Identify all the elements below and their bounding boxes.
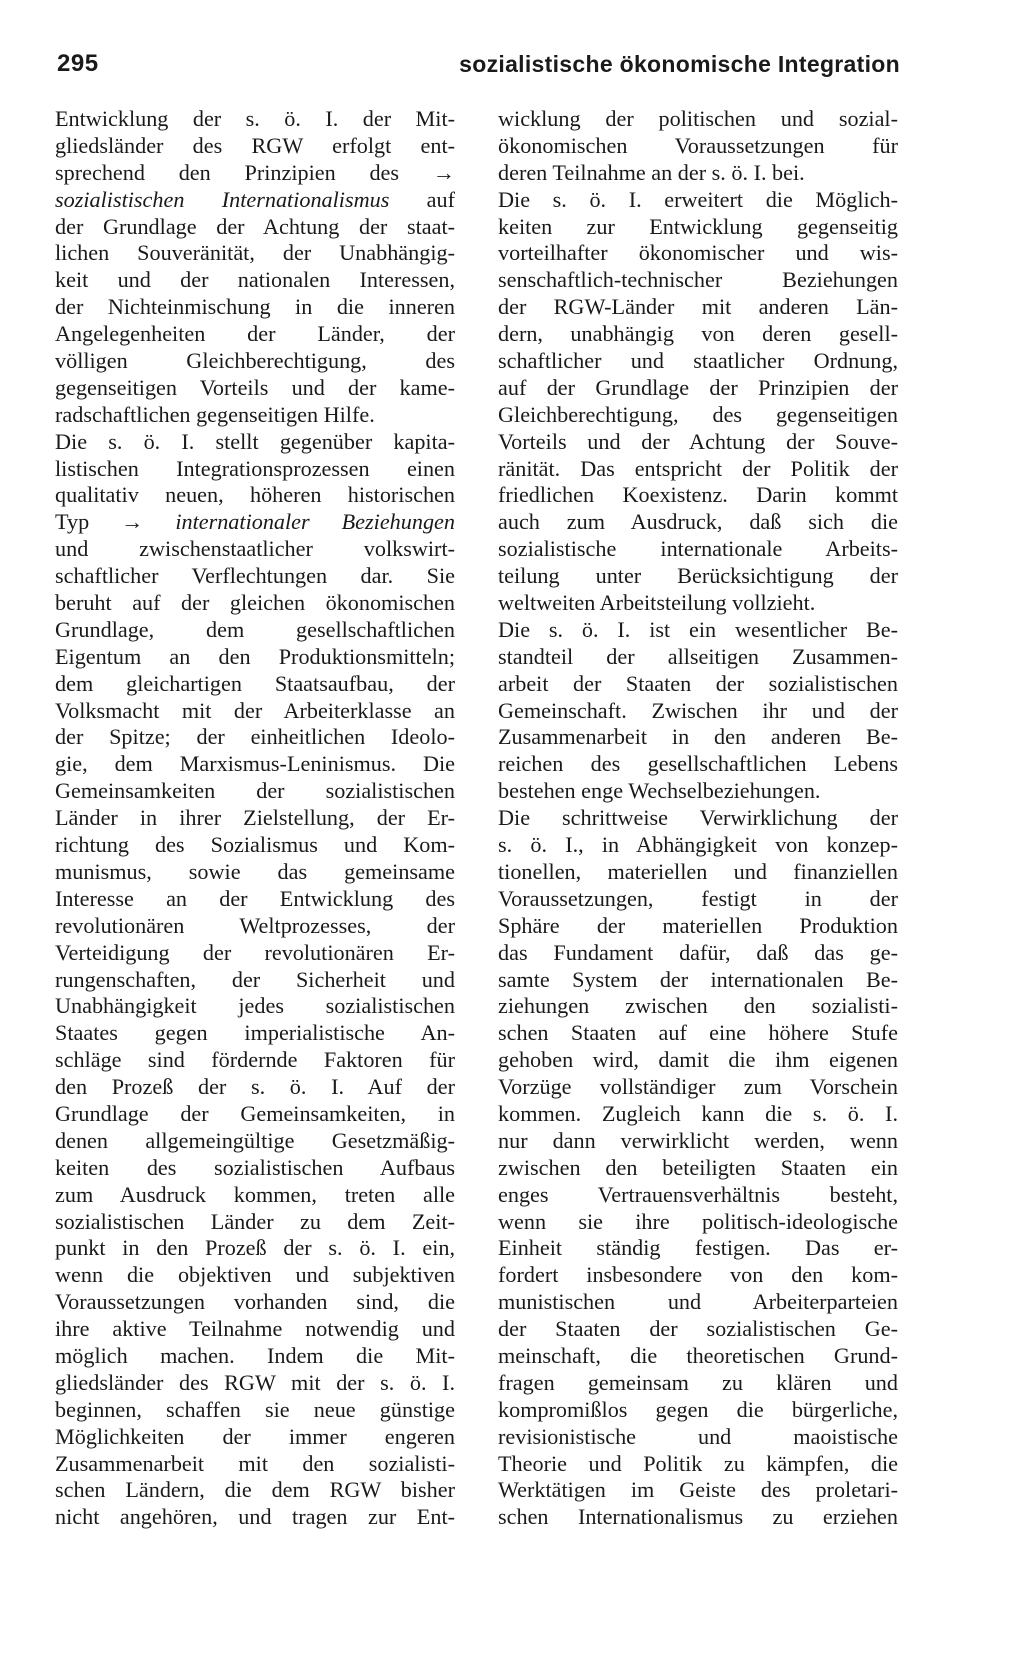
text-line — [55, 509, 455, 536]
line-text: reichen des gesellschaftlichen Lebens — [498, 751, 898, 777]
text-line — [498, 348, 898, 375]
text-line — [55, 698, 455, 725]
text-line — [498, 214, 898, 241]
text-line — [55, 886, 455, 913]
line-text: Verteidigung der revolutionären Er- — [55, 939, 455, 965]
line-text: Vorzüge vollständiger zum Vorschein — [498, 1074, 898, 1100]
text-line — [498, 724, 898, 751]
line-text: Angelegenheiten der Länder, der — [55, 321, 455, 347]
line-text: qualitativ neuen, höheren historischen — [55, 482, 455, 508]
text-line — [55, 859, 455, 886]
text-line — [498, 267, 898, 294]
line-text: Die schrittweise Verwirklichung der — [498, 805, 898, 831]
text-line — [498, 1397, 898, 1424]
line-text: Grundlage der Gemeinsamkeiten, in — [55, 1100, 455, 1126]
line-text: möglich machen. Indem die Mit- — [55, 1342, 455, 1368]
line-text: der Spitze; der einheitlichen Ideolo- — [55, 724, 455, 750]
text-line — [55, 1397, 455, 1424]
line-text: Unabhängigkeit jedes sozialistischen — [55, 993, 455, 1019]
line-text: Grundlage, dem gesellschaftlichen — [55, 616, 455, 642]
text-line — [498, 1155, 898, 1182]
line-text: schen Staaten auf eine höhere Stufe — [498, 1020, 898, 1046]
text-line — [55, 1451, 455, 1478]
line-text: ihre aktive Teilnahme notwendig und — [55, 1316, 455, 1342]
line-text: kommen. Zugleich kann die s. ö. I. — [498, 1100, 898, 1126]
text-line — [498, 429, 898, 456]
text-line — [55, 1504, 455, 1531]
text-line — [498, 644, 898, 671]
line-text: kompromißlos gegen die bürgerliche, — [498, 1396, 898, 1422]
line-text: Möglichkeiten der immer engeren — [55, 1423, 455, 1449]
text-line — [498, 751, 898, 778]
text-line — [55, 832, 455, 859]
line-text: beruht auf der gleichen ökonomischen — [55, 590, 455, 616]
text-line — [498, 240, 898, 267]
text-line — [498, 1424, 898, 1451]
line-text: gehoben wird, damit die ihm eigenen — [498, 1047, 898, 1073]
text-line — [55, 133, 455, 160]
text-line — [55, 348, 455, 375]
text-line — [498, 482, 898, 509]
line-text: Theorie und Politik zu kämpfen, die — [498, 1450, 898, 1476]
line-text: zum Ausdruck kommen, treten alle — [55, 1181, 455, 1207]
text-line — [55, 993, 455, 1020]
text-line — [498, 832, 898, 859]
line-text: wenn die objektiven und subjektiven — [55, 1262, 455, 1288]
text-line — [55, 967, 455, 994]
running-head: sozialistische ökonomische Integration — [459, 51, 900, 77]
text-line — [498, 1504, 898, 1531]
line-text: Eigentum an den Produktionsmitteln; — [55, 643, 455, 669]
line-text: gliedsländer des RGW erfolgt ent- — [55, 132, 455, 158]
line-text: weltweiten Arbeitsteilung vollzieht. — [498, 590, 816, 616]
text-line — [55, 429, 455, 456]
text-line — [55, 1343, 455, 1370]
line-text: vorteilhafter ökonomischer und wis- — [498, 240, 898, 266]
text-line — [498, 1182, 898, 1209]
text-line — [55, 1316, 455, 1343]
line-text: listischen Integrationsprozessen einen — [55, 455, 455, 481]
line-text: Vorteils und der Achtung der Souve- — [498, 428, 898, 454]
text-line — [498, 1020, 898, 1047]
text-line — [498, 671, 898, 698]
text-line — [55, 724, 455, 751]
line-text: Länder in ihrer Zielstellung, der Er- — [55, 805, 455, 831]
line-text: Die s. ö. I. ist ein wesentlicher Be- — [498, 616, 898, 642]
text-line — [498, 698, 898, 725]
line-text: tionellen, materiellen und finanziellen — [498, 858, 898, 884]
line-text: schen Internationalismus zu erziehen — [498, 1504, 898, 1530]
line-text: gegenseitigen Vorteils und der kame- — [55, 374, 455, 400]
line-text: Entwicklung der s. ö. I. der Mit- — [55, 106, 455, 131]
line-text: Gemeinsamkeiten der sozialistischen — [55, 778, 455, 804]
text-line — [498, 1316, 898, 1343]
text-line — [498, 187, 898, 214]
text-line — [55, 1020, 455, 1047]
text-line — [55, 671, 455, 698]
text-line — [55, 1182, 455, 1209]
line-text: Zusammenarbeit in den anderen Be- — [498, 724, 898, 750]
line-text: teilung unter Berücksichtigung der — [498, 563, 898, 589]
line-text: punkt in den Prozeß der s. ö. I. ein, — [55, 1235, 455, 1261]
text-line — [55, 294, 455, 321]
text-line — [55, 1477, 455, 1504]
text-line — [55, 590, 455, 617]
text-line — [55, 940, 455, 967]
text-line — [498, 106, 898, 133]
line-text: Volksmacht mit der Arbeiterklasse an — [55, 697, 455, 723]
line-text: schläge sind fördernde Faktoren für — [55, 1047, 455, 1073]
text-column-right — [498, 106, 898, 1531]
line-text: sprechend den Prinzipien des → — [55, 159, 455, 185]
line-text: Einheit ständig festigen. Das er- — [498, 1235, 898, 1261]
line-text: s. ö. I., in Abhängigkeit von konzep- — [498, 832, 898, 858]
italic-term: sozialistischen Internationalismus — [55, 186, 390, 212]
line-text: ziehungen zwischen den sozialisti- — [498, 993, 898, 1019]
line-text: auch zum Ausdruck, daß sich die — [498, 509, 898, 535]
line-text: Werktätigen im Geiste des proletari- — [498, 1477, 898, 1503]
line-text: meinschaft, die theoretischen Grund- — [498, 1342, 898, 1368]
text-line — [55, 456, 455, 483]
text-line — [55, 482, 455, 509]
line-text: der Grundlage der Achtung der staat- — [55, 213, 455, 239]
text-line — [55, 1209, 455, 1236]
text-line — [498, 967, 898, 994]
line-text: zwischen den beteiligten Staaten ein — [498, 1154, 898, 1180]
line-text: ökonomischen Voraussetzungen für — [498, 132, 898, 158]
line-text: fragen gemeinsam zu klären und — [498, 1369, 898, 1395]
text-line — [55, 1370, 455, 1397]
text-line — [498, 617, 898, 644]
line-text: munismus, sowie das gemeinsame — [55, 858, 455, 884]
line-text: schen Ländern, die dem RGW bisher — [55, 1477, 455, 1503]
text-line — [55, 1289, 455, 1316]
text-line — [498, 563, 898, 590]
line-text: Sphäre der materiellen Produktion — [498, 912, 898, 938]
line-text: sozialistischen Länder zu dem Zeit- — [55, 1208, 455, 1234]
text-line — [55, 267, 455, 294]
text-line — [55, 563, 455, 590]
line-text: Voraussetzungen, festigt in der — [498, 885, 898, 911]
text-line — [498, 1451, 898, 1478]
line-text: beginnen, schaffen sie neue günstige — [55, 1396, 455, 1422]
text-line — [498, 805, 898, 832]
line-text: revolutionären Weltprozesses, der — [55, 912, 455, 938]
text-line — [498, 590, 898, 617]
text-line — [498, 321, 898, 348]
line-text: Zusammenarbeit mit den sozialisti- — [55, 1450, 455, 1476]
text-line — [55, 536, 455, 563]
text-line — [498, 993, 898, 1020]
text-line — [498, 294, 898, 321]
line-text: Staates gegen imperialistische An- — [55, 1020, 455, 1046]
text-line — [498, 859, 898, 886]
line-text: gie, dem Marxismus-Leninismus. Die — [55, 751, 455, 777]
line-head: Typ → — [55, 509, 176, 535]
text-line — [55, 375, 455, 402]
text-line — [55, 778, 455, 805]
text-column-left — [55, 106, 455, 1531]
text-line — [55, 214, 455, 241]
text-line — [498, 375, 898, 402]
text-line — [55, 187, 455, 214]
text-line — [498, 1235, 898, 1262]
line-text: rungenschaften, der Sicherheit und — [55, 966, 455, 992]
text-line — [55, 913, 455, 940]
line-text: radschaftlichen gegenseitigen Hilfe. — [55, 401, 375, 427]
line-text: standteil der allseitigen Zusammen- — [498, 643, 898, 669]
line-text: schaftlicher Verflechtungen dar. Sie — [55, 563, 455, 589]
line-text: bestehen enge Wechselbeziehungen. — [498, 778, 821, 804]
text-line — [55, 402, 455, 429]
line-text: denen allgemeingültige Gesetzmäßig- — [55, 1127, 455, 1153]
line-text: dem gleichartigen Staatsaufbau, der — [55, 670, 455, 696]
text-line — [55, 106, 455, 133]
line-text: Interesse an der Entwicklung des — [55, 885, 455, 911]
line-text: nicht angehören, und tragen zur Ent- — [55, 1504, 455, 1530]
text-line — [55, 1235, 455, 1262]
line-text: richtung des Sozialismus und Kom- — [55, 832, 455, 858]
text-line — [498, 1477, 898, 1504]
line-text: das Fundament dafür, daß das ge- — [498, 939, 898, 965]
text-line — [55, 1424, 455, 1451]
text-line — [498, 1047, 898, 1074]
line-text: und zwischenstaatlicher volkswirt- — [55, 536, 455, 562]
text-line — [498, 1370, 898, 1397]
text-line — [498, 133, 898, 160]
text-line — [55, 617, 455, 644]
line-text: keit und der nationalen Interessen, — [55, 267, 455, 293]
line-text: Voraussetzungen vorhanden sind, die — [55, 1289, 455, 1315]
text-line — [498, 160, 898, 187]
line-text: Gemeinschaft. Zwischen ihr und der — [498, 697, 898, 723]
text-line — [498, 1262, 898, 1289]
line-text: völligen Gleichberechtigung, des — [55, 348, 455, 374]
line-text: der RGW-Länder mit anderen Län- — [498, 294, 898, 320]
text-line — [498, 778, 898, 805]
line-text: auf der Grundlage der Prinzipien der — [498, 374, 898, 400]
line-text: ränität. Das entspricht der Politik der — [498, 455, 898, 481]
text-line — [498, 886, 898, 913]
text-line — [55, 751, 455, 778]
text-line — [498, 1343, 898, 1370]
line-text: fordert insbesondere von den kom- — [498, 1262, 898, 1288]
text-line — [55, 1128, 455, 1155]
text-line — [498, 536, 898, 563]
line-text: Gleichberechtigung, des gegenseitigen — [498, 401, 898, 427]
line-text: wicklung der politischen und sozial- — [498, 106, 898, 131]
line-text: schaftlicher und staatlicher Ordnung, — [498, 348, 898, 374]
line-text: munistischen und Arbeiterparteien — [498, 1289, 898, 1315]
line-text: arbeit der Staaten der sozialistischen — [498, 670, 898, 696]
text-line — [498, 509, 898, 536]
text-line — [55, 1074, 455, 1101]
line-text: der Staaten der sozialistischen Ge- — [498, 1316, 898, 1342]
text-line — [498, 1101, 898, 1128]
text-line — [498, 402, 898, 429]
text-line — [55, 160, 455, 187]
text-line — [498, 940, 898, 967]
line-text: revisionistische und maoistische — [498, 1423, 898, 1449]
text-line — [55, 805, 455, 832]
line-text: lichen Souveränität, der Unabhängig- — [55, 240, 455, 266]
text-line — [498, 456, 898, 483]
line-text: enges Vertrauensverhältnis besteht, — [498, 1181, 898, 1207]
line-text: nur dann verwirklicht werden, wenn — [498, 1127, 898, 1153]
line-text: Die s. ö. I. erweitert die Möglich- — [498, 186, 898, 212]
page-number: 295 — [57, 50, 99, 77]
line-text: wenn sie ihre politisch-ideologische — [498, 1208, 898, 1234]
text-line — [498, 1289, 898, 1316]
text-line — [55, 644, 455, 671]
line-text: den Prozeß der s. ö. I. Auf der — [55, 1074, 455, 1100]
line-text: der Nichteinmischung in die inneren — [55, 294, 455, 320]
italic-term: internationaler Beziehungen — [175, 509, 455, 535]
line-text: dern, unabhängig von deren gesell- — [498, 321, 898, 347]
line-text: keiten des sozialistischen Aufbaus — [55, 1154, 455, 1180]
text-line — [498, 1128, 898, 1155]
text-line — [55, 1101, 455, 1128]
line-text: senschaftlich-technischer Beziehungen — [498, 267, 898, 293]
text-line — [55, 1047, 455, 1074]
line-text: sozialistische internationale Arbeits- — [498, 536, 898, 562]
line-text: friedlichen Koexistenz. Darin kommt — [498, 482, 898, 508]
text-line — [498, 913, 898, 940]
line-text: samte System der internationalen Be- — [498, 966, 898, 992]
text-line — [55, 1155, 455, 1182]
text-line — [498, 1209, 898, 1236]
line-text: Die s. ö. I. stellt gegenüber kapita- — [55, 428, 455, 454]
text-line — [55, 240, 455, 267]
line-text: keiten zur Entwicklung gegenseitig — [498, 213, 898, 239]
text-line — [498, 1074, 898, 1101]
text-line — [55, 1262, 455, 1289]
line-text: gliedsländer des RGW mit der s. ö. I. — [55, 1369, 455, 1395]
line-tail: auf — [389, 186, 455, 212]
text-line — [55, 321, 455, 348]
line-text: deren Teilnahme an der s. ö. I. bei. — [498, 159, 805, 185]
